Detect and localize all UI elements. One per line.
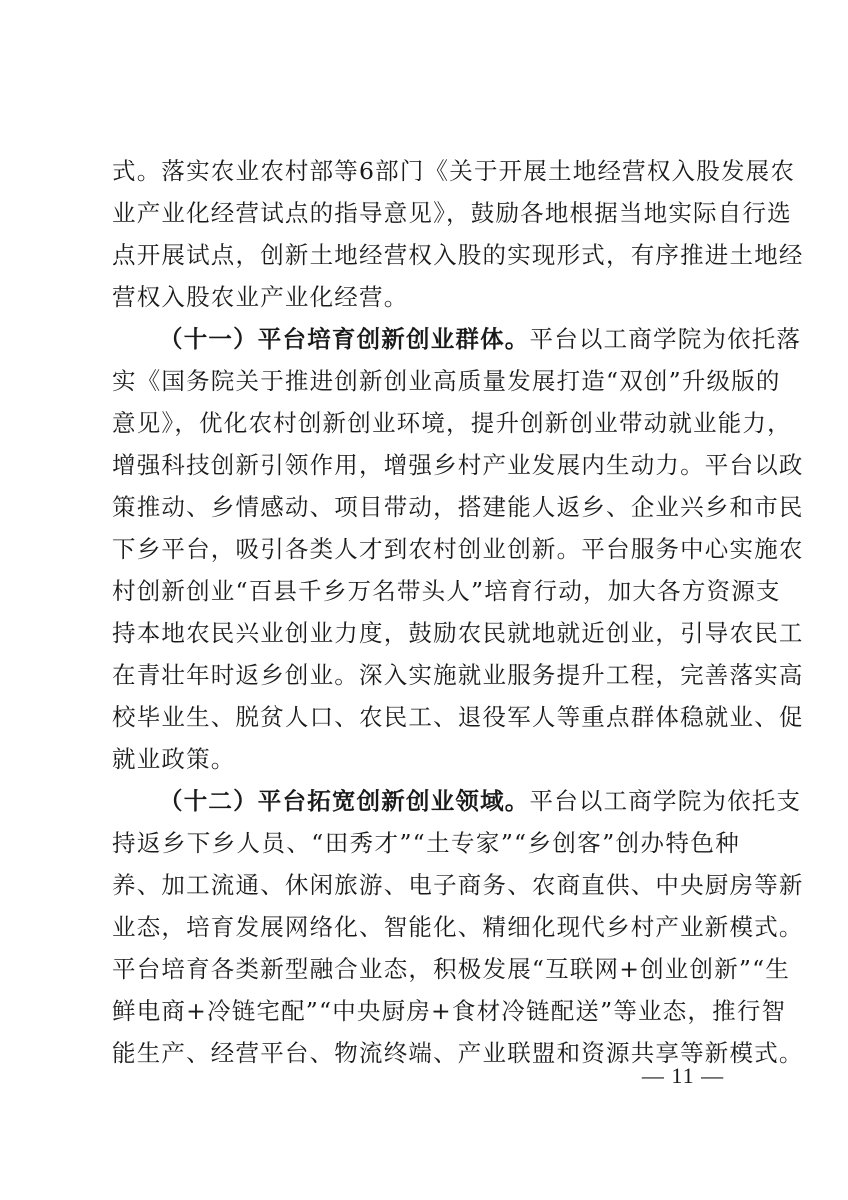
document-body bbox=[112, 150, 804, 1074]
intro-paragraph bbox=[112, 150, 804, 318]
section-12-first-line bbox=[112, 780, 802, 822]
text-line: 式。落实农业农村部等6部门《关于开展土地经营权入股发展农 bbox=[112, 157, 796, 185]
text-line: 养、加工流通、休闲旅游、电子商务、农商直供、中央厨房等新 bbox=[112, 871, 804, 899]
section-11-heading: （十一）平台培育创新创业群体。 bbox=[159, 325, 530, 353]
text-line: 持本地农民兴业创业力度，鼓励农民就地就近创业，引导农民工 bbox=[112, 619, 804, 647]
text-line: 意见》，优化农村创新创业环境，提升创新创业带动就业能力， bbox=[112, 409, 792, 437]
text-line: 增强科技创新引领作用，增强乡村产业发展内生动力。平台以政 bbox=[112, 451, 804, 479]
text-line: 就业政策。 bbox=[112, 745, 236, 773]
section-11-first-line bbox=[112, 318, 802, 360]
page-number: — 11 — bbox=[641, 1063, 725, 1088]
text-line: 鲜电商+冷链宅配”“中央厨房+食材冷链配送”等业态，推行智 bbox=[112, 997, 787, 1025]
section-11-first-line-text: 平台以工商学院为依托落 bbox=[529, 325, 802, 353]
section-12-first-line-text: 平台以工商学院为依托支 bbox=[529, 787, 802, 815]
text-line: 能生产、经营平台、物流终端、产业联盟和资源共享等新模式。 bbox=[112, 1039, 804, 1067]
text-line: 业态，培育发展网络化、智能化、精细化现代乡村产业新模式。 bbox=[112, 913, 804, 941]
text-line: 业产业化经营试点的指导意见》，鼓励各地根据当地实际自行选 bbox=[112, 199, 792, 227]
text-line: 在青壮年时返乡创业。深入实施就业服务提升工程，完善落实高 bbox=[112, 661, 804, 689]
text-line: 平台培育各类新型融合业态，积极发展“互联网+创业创新”“生 bbox=[112, 955, 791, 983]
section-12-heading: （十二）平台拓宽创新创业领域。 bbox=[159, 787, 530, 815]
text-line: 实《国务院关于推进创新创业高质量发展打造“双创”升级版的 bbox=[112, 367, 781, 395]
section-12-paragraph bbox=[112, 780, 804, 1074]
text-line: 点开展试点，创新土地经营权入股的实现形式，有序推进土地经 bbox=[112, 241, 804, 269]
text-line: 校毕业生、脱贫人口、农民工、退役军人等重点群体稳就业、促 bbox=[112, 703, 804, 731]
text-line: 策推动、乡情感动、项目带动，搭建能人返乡、企业兴乡和市民 bbox=[112, 493, 804, 521]
text-line: 持返乡下乡人员、“田秀才”“土专家”“乡创客”创办特色种 bbox=[112, 829, 740, 857]
section-11-paragraph bbox=[112, 318, 804, 780]
text-line: 下乡平台，吸引各类人才到农村创业创新。平台服务中心实施农 bbox=[112, 535, 804, 563]
text-line: 营权入股农业产业化经营。 bbox=[112, 283, 409, 311]
text-line: 村创新创业“百县千乡万名带头人”培育行动，加大各方资源支 bbox=[112, 577, 781, 605]
